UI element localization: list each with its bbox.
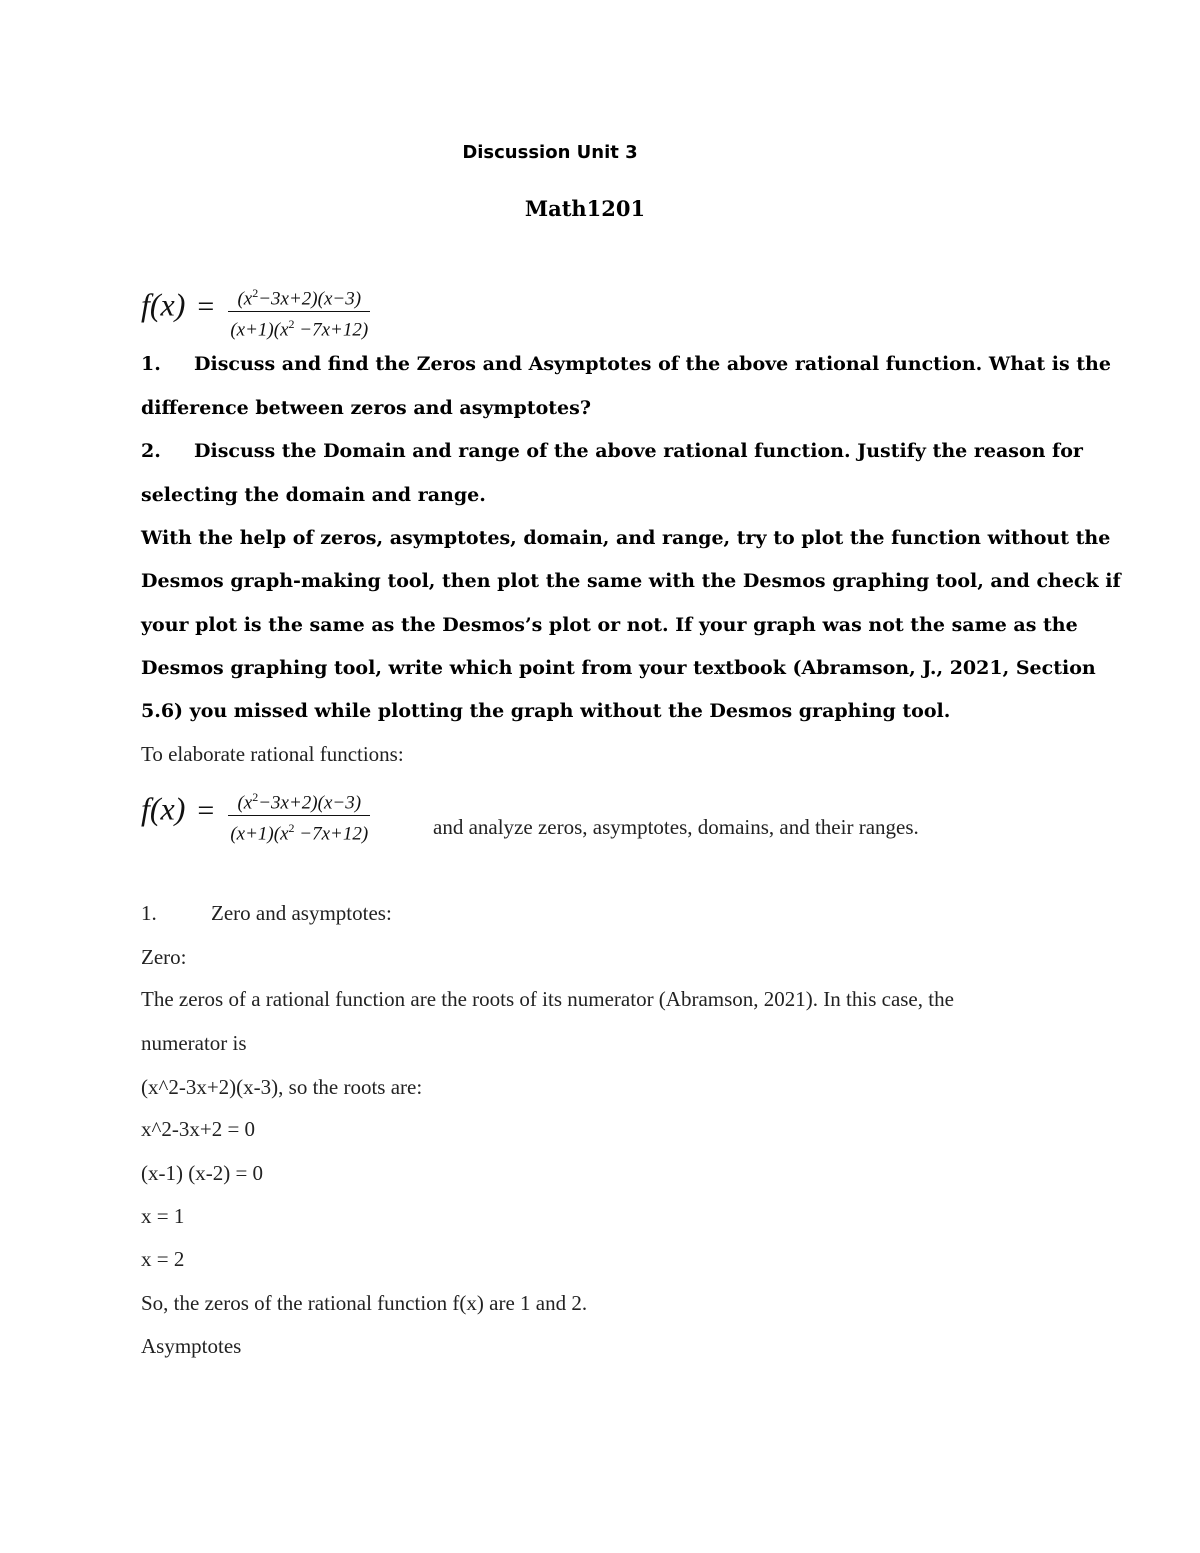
answer-line: Zero: xyxy=(141,945,187,969)
section-heading xyxy=(141,901,392,926)
question-1-line-2: difference between zeros and asymptotes? xyxy=(141,397,591,419)
formula-equals: = xyxy=(197,289,215,323)
question-1-text: Discuss and find the Zeros and Asymptotes of the above rational function. What is the xyxy=(194,353,1111,375)
formula-numerator: $(x^2-3x+2)(x-3)$ xyxy=(228,282,370,312)
course-code: Math1201 xyxy=(524,196,646,221)
formula-equals: = xyxy=(197,793,215,827)
answer-line: The zeros of a rational function are the roots of its numerator (Abramson, 2021). In this case, the xyxy=(141,987,954,1011)
rational-function-formula xyxy=(141,282,370,342)
answer-line: (x-1) (x-2) = 0 xyxy=(141,1161,264,1185)
question-2-text: Discuss the Domain and range of the above rational function. Justify the reason for xyxy=(194,440,1083,462)
instruction-line: Desmos graphing tool, write which point from your textbook (Abramson, J., 2021, Section xyxy=(141,657,1096,679)
answer-line: x = 2 xyxy=(141,1247,185,1271)
section-title: Zero and asymptotes: xyxy=(211,901,392,925)
formula-denominator: $(x+1)(x^2 -7x+12)$ xyxy=(230,317,369,341)
instruction-line: 5.6) you missed while plotting the graph without the Desmos graphing tool. xyxy=(141,700,951,722)
document-title: Discussion Unit 3 xyxy=(462,142,638,163)
instruction-line: Desmos graph-making tool, then plot the same with the Desmos graphing tool, and check if xyxy=(141,570,1121,592)
formula-lhs: f(x) xyxy=(141,790,186,827)
answer-line: (x^2-3x+2)(x-3), so the roots are: xyxy=(141,1075,423,1099)
answer-line: x^2-3x+2 = 0 xyxy=(141,1117,256,1141)
formula-fraction xyxy=(228,282,370,342)
answer-line: Asymptotes xyxy=(141,1334,242,1358)
question-2-line-1 xyxy=(141,440,1083,462)
formula-fraction xyxy=(228,786,370,846)
formula-numerator: $(x^2-3x+2)(x-3)$ xyxy=(228,786,370,816)
instruction-line: your plot is the same as the Desmos’s plot or not. If your graph was not the same as the xyxy=(141,614,1078,636)
section-number: 1. xyxy=(141,901,157,925)
rational-function-formula-repeat xyxy=(141,786,370,846)
question-1-line-1 xyxy=(141,353,1111,375)
formula-lhs: f(x) xyxy=(141,286,186,323)
question-2-line-2: selecting the domain and range. xyxy=(141,484,486,506)
question-1-number: 1. xyxy=(141,353,161,375)
formula-trailing-text: and analyze zeros, asymptotes, domains, and their ranges. xyxy=(433,815,919,839)
answer-line: So, the zeros of the rational function f(x) are 1 and 2. xyxy=(141,1291,588,1315)
instruction-line: With the help of zeros, asymptotes, domain, and range, try to plot the function without the xyxy=(141,527,1111,549)
question-2-number: 2. xyxy=(141,440,161,462)
answer-line: numerator is xyxy=(141,1031,247,1055)
answer-line: x = 1 xyxy=(141,1204,185,1228)
answer-intro: To elaborate rational functions: xyxy=(141,742,404,766)
formula-denominator: $(x+1)(x^2 -7x+12)$ xyxy=(230,821,369,845)
